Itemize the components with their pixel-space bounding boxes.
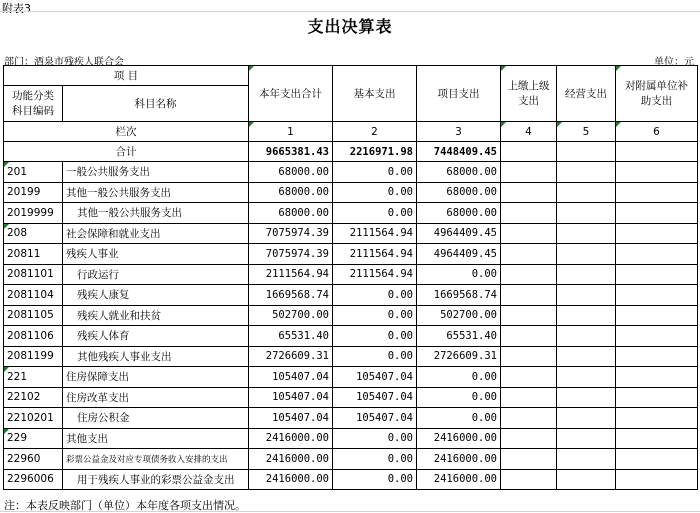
- table-row: [4, 223, 698, 244]
- subsidy-expense-cell[interactable]: [616, 449, 698, 470]
- total-expense-cell[interactable]: 105407.04: [249, 408, 333, 429]
- total-expense-cell[interactable]: 65531.40: [249, 326, 333, 347]
- remit-expense-cell[interactable]: [501, 428, 557, 449]
- remit-expense-cell[interactable]: [501, 367, 557, 388]
- basic-expense-cell[interactable]: 0.00: [333, 428, 417, 449]
- remit-expense-cell[interactable]: [501, 182, 557, 203]
- basic-expense-cell[interactable]: 0.00: [333, 326, 417, 347]
- code-cell[interactable]: 201: [4, 162, 63, 183]
- col-header-total[interactable]: 本年支出合计: [249, 66, 333, 122]
- operating-expense-cell[interactable]: [557, 244, 616, 265]
- subsidy-expense-cell[interactable]: [616, 285, 698, 306]
- code-cell[interactable]: 2296006: [4, 469, 63, 490]
- total-expense-cell[interactable]: 7075974.39: [249, 244, 333, 265]
- col-header-operating[interactable]: 经营支出: [557, 66, 616, 122]
- project-expense-cell[interactable]: 4964409.45: [417, 244, 501, 265]
- name-cell[interactable]: 行政运行: [63, 264, 249, 285]
- operating-expense-cell[interactable]: [557, 326, 616, 347]
- basic-expense-cell[interactable]: 0.00: [333, 449, 417, 470]
- department-label: 部门：酒泉市残疾人联合会: [4, 57, 124, 68]
- basic-expense-cell[interactable]: 105407.04: [333, 367, 417, 388]
- operating-expense-cell[interactable]: [557, 305, 616, 326]
- remit-expense-cell[interactable]: [501, 346, 557, 367]
- basic-expense-cell[interactable]: 2111564.94: [333, 264, 417, 285]
- table-row: [4, 244, 698, 265]
- basic-expense-cell[interactable]: 0.00: [333, 469, 417, 490]
- remit-expense-cell[interactable]: [501, 285, 557, 306]
- remit-expense-cell[interactable]: [501, 244, 557, 265]
- basic-expense-cell[interactable]: 2111564.94: [333, 244, 417, 265]
- name-cell[interactable]: 用于残疾人事业的彩票公益金支出: [63, 469, 249, 490]
- code-cell[interactable]: 2210201: [4, 408, 63, 429]
- total-expense-cell[interactable]: 68000.00: [249, 182, 333, 203]
- col-header-remit[interactable]: 上缴上级 支出: [501, 66, 557, 122]
- name-cell[interactable]: 其他残疾人事业支出: [63, 346, 249, 367]
- subsidy-expense-cell[interactable]: [616, 203, 698, 224]
- basic-expense-cell[interactable]: 0.00: [333, 203, 417, 224]
- subsidy-expense-cell[interactable]: [616, 182, 698, 203]
- code-cell[interactable]: 20199: [4, 182, 63, 203]
- subsidy-expense-cell[interactable]: [616, 223, 698, 244]
- name-cell[interactable]: 其他支出: [63, 428, 249, 449]
- total-cell[interactable]: 7448409.45: [417, 142, 501, 162]
- basic-expense-cell[interactable]: 0.00: [333, 182, 417, 203]
- name-cell[interactable]: 其他一般公共服务支出: [63, 203, 249, 224]
- total-cell[interactable]: 9665381.43: [249, 142, 333, 162]
- name-cell[interactable]: 一般公共服务支出: [63, 162, 249, 183]
- total-expense-cell[interactable]: 105407.04: [249, 387, 333, 408]
- total-cell[interactable]: 2216971.98: [333, 142, 417, 162]
- operating-expense-cell[interactable]: [557, 408, 616, 429]
- subsidy-expense-cell[interactable]: [616, 408, 698, 429]
- name-cell[interactable]: 住房保障支出: [63, 367, 249, 388]
- operating-expense-cell[interactable]: [557, 162, 616, 183]
- table-row: [4, 326, 698, 347]
- subsidy-expense-cell[interactable]: [616, 264, 698, 285]
- page-title: 支出决算表: [307, 17, 393, 36]
- table-row: [4, 387, 698, 408]
- project-expense-cell[interactable]: 2726609.31: [417, 346, 501, 367]
- table-row: [4, 367, 698, 388]
- table-row: [4, 469, 698, 490]
- name-cell[interactable]: 社会保障和就业支出: [63, 223, 249, 244]
- name-header[interactable]: 科目名称: [63, 86, 249, 122]
- project-expense-cell[interactable]: 68000.00: [417, 203, 501, 224]
- table-row: [4, 428, 698, 449]
- subsidy-expense-cell[interactable]: [616, 326, 698, 347]
- name-cell[interactable]: 残疾人就业和扶贫: [63, 305, 249, 326]
- total-expense-cell[interactable]: 2416000.00: [249, 449, 333, 470]
- remit-expense-cell[interactable]: [501, 408, 557, 429]
- seq-cell[interactable]: 1: [249, 122, 333, 142]
- total-expense-cell[interactable]: 68000.00: [249, 203, 333, 224]
- table-row: [4, 203, 698, 224]
- remit-expense-cell[interactable]: [501, 449, 557, 470]
- name-cell[interactable]: 住房改革支出: [63, 387, 249, 408]
- remit-expense-cell[interactable]: [501, 326, 557, 347]
- basic-expense-cell[interactable]: 0.00: [333, 346, 417, 367]
- remit-expense-cell[interactable]: [501, 305, 557, 326]
- total-cell[interactable]: [616, 142, 698, 162]
- table-row: [4, 182, 698, 203]
- project-expense-cell[interactable]: 0.00: [417, 387, 501, 408]
- code-cell[interactable]: 2081105: [4, 305, 63, 326]
- operating-expense-cell[interactable]: [557, 367, 616, 388]
- table-row: [4, 449, 698, 470]
- total-cell[interactable]: [501, 142, 557, 162]
- code-header[interactable]: 功能分类 科目编码: [4, 86, 63, 122]
- subsidy-expense-cell[interactable]: [616, 244, 698, 265]
- remit-expense-cell[interactable]: [501, 223, 557, 244]
- total-expense-cell[interactable]: 2726609.31: [249, 346, 333, 367]
- remit-expense-cell[interactable]: [501, 162, 557, 183]
- name-cell[interactable]: 住房公积金: [63, 408, 249, 429]
- seq-cell[interactable]: 4: [501, 122, 557, 142]
- seq-cell[interactable]: 3: [417, 122, 501, 142]
- name-cell[interactable]: 其他一般公共服务支出: [63, 182, 249, 203]
- project-expense-cell[interactable]: 68000.00: [417, 162, 501, 183]
- table-row: [4, 162, 698, 183]
- subsidy-expense-cell[interactable]: [616, 387, 698, 408]
- col-header-basic[interactable]: 基本支出: [333, 66, 417, 122]
- seq-cell[interactable]: 5: [557, 122, 616, 142]
- operating-expense-cell[interactable]: [557, 203, 616, 224]
- gridline: [0, 11, 700, 12]
- total-cell[interactable]: [557, 142, 616, 162]
- remit-expense-cell[interactable]: [501, 469, 557, 490]
- name-cell[interactable]: 残疾人体育: [63, 326, 249, 347]
- total-label[interactable]: 合计: [4, 142, 249, 162]
- item-group-header[interactable]: 项 目: [4, 66, 249, 86]
- project-expense-cell[interactable]: 4964409.45: [417, 223, 501, 244]
- table-row: [4, 285, 698, 306]
- expenditure-table: [3, 65, 698, 490]
- operating-expense-cell[interactable]: [557, 428, 616, 449]
- project-expense-cell[interactable]: 1669568.74: [417, 285, 501, 306]
- operating-expense-cell[interactable]: [557, 264, 616, 285]
- total-expense-cell[interactable]: 2416000.00: [249, 428, 333, 449]
- basic-expense-cell[interactable]: 105407.04: [333, 408, 417, 429]
- seq-label[interactable]: 栏次: [4, 122, 249, 142]
- remit-expense-cell[interactable]: [501, 203, 557, 224]
- subsidy-expense-cell[interactable]: [616, 367, 698, 388]
- basic-expense-cell[interactable]: 2111564.94: [333, 223, 417, 244]
- operating-expense-cell[interactable]: [557, 469, 616, 490]
- project-expense-cell[interactable]: 0.00: [417, 264, 501, 285]
- table-row: [4, 305, 698, 326]
- total-expense-cell[interactable]: 105407.04: [249, 367, 333, 388]
- unit-label: 单位：元: [654, 57, 694, 68]
- table-row: [4, 346, 698, 367]
- code-cell[interactable]: 22960: [4, 449, 63, 470]
- table-row: [4, 408, 698, 429]
- subsidy-expense-cell[interactable]: [616, 469, 698, 490]
- basic-expense-cell[interactable]: 105407.04: [333, 387, 417, 408]
- name-cell[interactable]: 彩票公益金及对应专项债务收入安排的支出: [63, 449, 249, 470]
- project-expense-cell[interactable]: 502700.00: [417, 305, 501, 326]
- project-expense-cell[interactable]: 2416000.00: [417, 469, 501, 490]
- col-header-project[interactable]: 项目支出: [417, 66, 501, 122]
- code-cell[interactable]: 2019999: [4, 203, 63, 224]
- operating-expense-cell[interactable]: [557, 223, 616, 244]
- operating-expense-cell[interactable]: [557, 182, 616, 203]
- total-expense-cell[interactable]: 7075974.39: [249, 223, 333, 244]
- code-cell[interactable]: 2081104: [4, 285, 63, 306]
- basic-expense-cell[interactable]: 0.00: [333, 285, 417, 306]
- name-cell[interactable]: 残疾人事业: [63, 244, 249, 265]
- footnote: 注：本表反映部门（单位）本年度各项支出情况。: [4, 499, 246, 512]
- project-expense-cell[interactable]: 68000.00: [417, 182, 501, 203]
- col-header-subsidy[interactable]: 对附属单位补 助支出: [616, 66, 698, 122]
- total-expense-cell[interactable]: 2416000.00: [249, 469, 333, 490]
- project-expense-cell[interactable]: 2416000.00: [417, 428, 501, 449]
- code-cell[interactable]: 20811: [4, 244, 63, 265]
- operating-expense-cell[interactable]: [557, 346, 616, 367]
- code-cell[interactable]: 229: [4, 428, 63, 449]
- code-cell[interactable]: 2081106: [4, 326, 63, 347]
- subsidy-expense-cell[interactable]: [616, 346, 698, 367]
- project-expense-cell[interactable]: 0.00: [417, 367, 501, 388]
- seq-cell[interactable]: 2: [333, 122, 417, 142]
- operating-expense-cell[interactable]: [557, 285, 616, 306]
- code-cell[interactable]: 221: [4, 367, 63, 388]
- subsidy-expense-cell[interactable]: [616, 305, 698, 326]
- project-expense-cell[interactable]: 2416000.00: [417, 449, 501, 470]
- table-row: [4, 264, 698, 285]
- operating-expense-cell[interactable]: [557, 387, 616, 408]
- total-expense-cell[interactable]: 1669568.74: [249, 285, 333, 306]
- name-cell[interactable]: 残疾人康复: [63, 285, 249, 306]
- subsidy-expense-cell[interactable]: [616, 162, 698, 183]
- subsidy-expense-cell[interactable]: [616, 428, 698, 449]
- remit-expense-cell[interactable]: [501, 387, 557, 408]
- code-cell[interactable]: 2081101: [4, 264, 63, 285]
- total-expense-cell[interactable]: 68000.00: [249, 162, 333, 183]
- operating-expense-cell[interactable]: [557, 449, 616, 470]
- seq-cell[interactable]: 6: [616, 122, 698, 142]
- sheet-tag: 附表3: [2, 2, 31, 15]
- gridline: [0, 511, 700, 512]
- code-cell[interactable]: 22102: [4, 387, 63, 408]
- total-expense-cell[interactable]: 502700.00: [249, 305, 333, 326]
- code-cell[interactable]: 208: [4, 223, 63, 244]
- basic-expense-cell[interactable]: 0.00: [333, 162, 417, 183]
- code-cell[interactable]: 2081199: [4, 346, 63, 367]
- project-expense-cell[interactable]: 0.00: [417, 408, 501, 429]
- project-expense-cell[interactable]: 65531.40: [417, 326, 501, 347]
- total-expense-cell[interactable]: 2111564.94: [249, 264, 333, 285]
- basic-expense-cell[interactable]: 0.00: [333, 305, 417, 326]
- remit-expense-cell[interactable]: [501, 264, 557, 285]
